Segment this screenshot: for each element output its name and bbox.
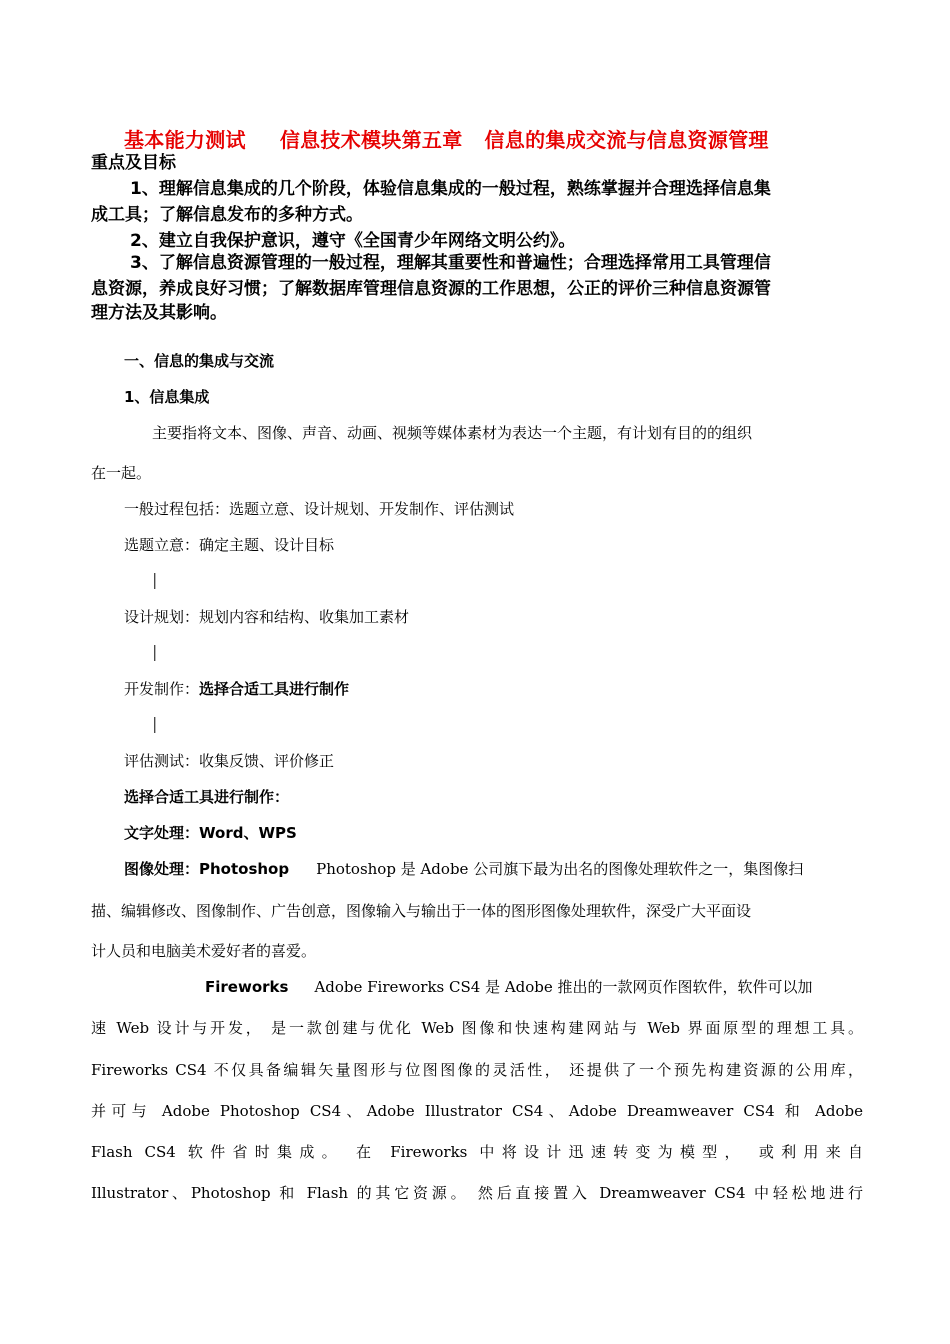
flow-connector: | [152,570,158,589]
process-step-4: 评估测试：收集反馈、评价修正 [124,752,335,770]
photoshop-line-3: 计人员和电脑美术爱好者的喜爱。 [91,942,317,960]
document-title [124,124,769,153]
fireworks-line-1 [205,976,813,998]
objective-3-line-2: 息资源，养成良好习惯；了解数据库管理信息资源的工作思想，公正的评价三种信息资源管 [91,279,771,299]
image-tool-label: 图像处理：Photoshop [124,860,290,878]
section-heading: 一、信息的集成与交流 [124,352,275,370]
tools-heading: 选择合适工具进行制作： [124,788,290,806]
objective-2: 2、建立自我保护意识，遵守《全国青少年网络文明公约》。 [130,231,576,251]
fireworks-line-6: Illustrator、Photoshop 和 Flash 的其它资源。 然后直接置入 Dreamweaver CS4 中轻松地进行 [91,1184,863,1202]
process-overview: 一般过程包括：选题立意、设计规划、开发制作、评估测试 [124,500,515,518]
process-step-1: 选题立意：确定主题、设计目标 [124,536,335,554]
text-tool: 文字处理：Word、WPS [124,824,297,842]
objective-3-line-1: 3、了解信息资源管理的一般过程，理解其重要性和普遍性；合理选择常用工具管理信 [130,253,771,273]
flow-connector: | [152,714,158,733]
fireworks-label: Fireworks [205,978,289,996]
title-part-3: 信息的集成交流与信息资源管理 [484,128,769,152]
photoshop-line-1 [124,858,803,880]
title-part-1: 基本能力测试 [124,128,246,152]
process-step-3-label: 开发制作： [124,680,200,698]
process-step-2: 设计规划：规划内容和结构、收集加工素材 [124,608,410,626]
subsection-heading: 1、信息集成 [124,388,210,406]
fireworks-desc-1: Adobe Fireworks CS4 是 Adobe 推出的一款网页作图软件，软件可以加 [314,978,813,996]
objectives-heading: 重点及目标 [91,153,176,173]
process-step-3 [124,678,349,700]
process-step-3-value: 选择合适工具进行制作 [199,680,350,698]
objective-1-line-1: 1、理解信息集成的几个阶段，体验信息集成的一般过程，熟练掌握并合理选择信息集 [130,179,771,199]
fireworks-line-5: Flash CS4 软件省时集成。 在 Fireworks 中将设计迅速转变为模型， 或利用来自 [91,1143,863,1161]
definition-line-2: 在一起。 [91,464,152,482]
definition-line-1: 主要指将文本、图像、声音、动画、视频等媒体素材为表达一个主题，有计划有目的的组织 [152,424,753,442]
objective-1-line-2: 成工具；了解信息发布的多种方式。 [91,205,363,225]
flow-connector: | [152,642,158,661]
fireworks-line-3: Fireworks CS4 不仅具备编辑矢量图形与位图图像的灵活性， 还提供了一个预先构建资源的公用库， [91,1061,863,1079]
objective-3-line-3: 理方法及其影响。 [91,303,227,323]
title-part-2: 信息技术模块第五章 [279,128,463,152]
photoshop-desc-1: Photoshop 是 Adobe 公司旗下最为出名的图像处理软件之一，集图像扫 [316,860,804,878]
fireworks-line-2: 速 Web 设计与开发， 是一款创建与优化 Web 图像和快速构建网站与 Web 界面原型的理想工具。 [91,1019,863,1037]
photoshop-line-2: 描、编辑修改、图像制作、广告创意，图像输入与输出于一体的图形图像处理软件，深受广大平面设 [91,902,752,920]
fireworks-line-4: 并可与 Adobe Photoshop CS4、Adobe Illustrator CS4、Adobe Dreamweaver CS4 和 Adobe [91,1102,863,1120]
